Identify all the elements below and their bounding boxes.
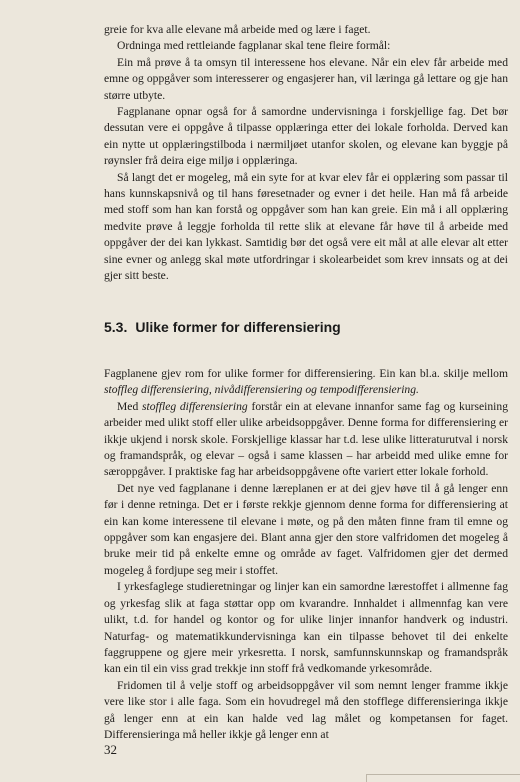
section-heading — [104, 318, 508, 336]
section-title: Ulike former for differensiering — [135, 319, 341, 335]
intro-paragraph: Fagplanene gjev rom for ulike former for differensiering. Ein kan bl.a. skilje mellom stoffleg differensiering, nivådifferensiering og tempodifferensiering. — [104, 367, 508, 397]
body-paragraph: greie for kva alle elevane må arbeide med og lære i faget. — [104, 23, 371, 36]
section-text-block — [104, 366, 508, 743]
body-paragraph: Ordninga med rettleiande fagplanar skal tene fleire formål: — [117, 39, 391, 53]
page-number: 32 — [104, 742, 117, 757]
section-number: 5.3. — [104, 319, 128, 335]
body-paragraph: Det nye ved fagplanane i denne læreplanen er at dei gjev høve til å gå lenger enn før i denne retninga. Det er i første rekkje gjennom denne forma for differensiering at ein kan kome interessene til elevane i møte, og på den måten finne fram til emne og oppgåver som kan engasjere dei. Blant anna gjer den store valfridomen det mogeleg å bruke meir tid på enkelte emne og område av faget. Valfridomen gjer det dermed mogeleg å fordjupe seg meir i stoffet. — [104, 481, 508, 577]
top-text-block — [104, 22, 508, 285]
body-paragraph: I yrkesfaglege studieretningar og linjer kan ein samordne lærestoffet i allmenne fag og yrkesfag slik at faga støttar opp om kvarandre. Innhaldet i allmennfag kan vere ulikt, t.d. for handel og kontor og for ulike linjer innanfor handverk og industri. Naturfag- og matematikkundervisninga kan ein tilpasse behovet til dei enkelte faggruppene og gjere meir yrkesretta. I norsk, samfunnskunnskap og framandspråk kan ein til ein viss grad trekkje inn stoff frå vedkomande yrkesområde. — [104, 580, 508, 676]
body-paragraph: Fagplanane opnar også for å samordne undervisninga i forskjellige fag. Det bør dessutan vere ei oppgåve å tilpasse opplæringa etter dei lokale forholda. Derved kan ein nytte ut opplæringstilboda i nærmiljøet utanfor skolen, og elevane kan byggje på røynsler frå deira eige miljø i opplæringa. — [104, 105, 508, 168]
body-paragraph: Fridomen til å velje stoff og arbeidsoppgåver vil som nemnt lenger framme ikkje vere like stor i alle faga. Som ein hovudregel må den stofflege differensieringa ikkje gå lenger enn at ein kan halde ved lag målet og kompetansen for faget. Differensieringa må heller ikkje gå lenger enn at — [104, 678, 508, 741]
emphasis-terms: stoffleg differensiering, nivådifferensiering og tempodifferensiering. — [104, 383, 419, 397]
body-paragraph: Ein må prøve å ta omsyn til interessene hos elevane. Når ein elev får arbeide med emne og oppgåver som interesserer og engasjerer han, vil læringa gå lettare og gje han større utbyte. — [104, 55, 508, 102]
stoffleg-paragraph: Med stoffleg differensiering forstår ein at elevane innanfor same fag og kurseining arbeider med ulikt stoff eller ulike arbeidsoppgåver. Denne forma for differensiering er ikkje ukjend i norsk skole. Forskjellige klassar har t.d. lese ulike litteraturutval i norsk og framandspråk, og elevar – også i same klassen – har arbeidd med ulike emne for særoppgåver. I praktiske fag har arbeidsoppgåvene ofte variert etter lokale forhold. — [104, 399, 509, 479]
body-paragraph: Så langt det er mogeleg, må ein syte for at kvar elev får ei opplæring som passar til hans kunnskapsnivå og til hans føresetnader og evner i det heile. Han må få arbeide med stoff som han kan forstå og oppgåver som han kan greie. Ein må i all opplæring medvite prøve å leggje forholda til rette slik at elevane får høve til å arbeide med oppgåver der dei kan lykkast. Samtidig bør det også vere eit mål at alle elevar alt etter sine evner og anlegg skal møte utfordringar i skolearbeidet som krev innsats og at dei gjer sitt beste. — [104, 170, 508, 283]
emphasis-term: stoffleg differensiering — [142, 399, 248, 413]
